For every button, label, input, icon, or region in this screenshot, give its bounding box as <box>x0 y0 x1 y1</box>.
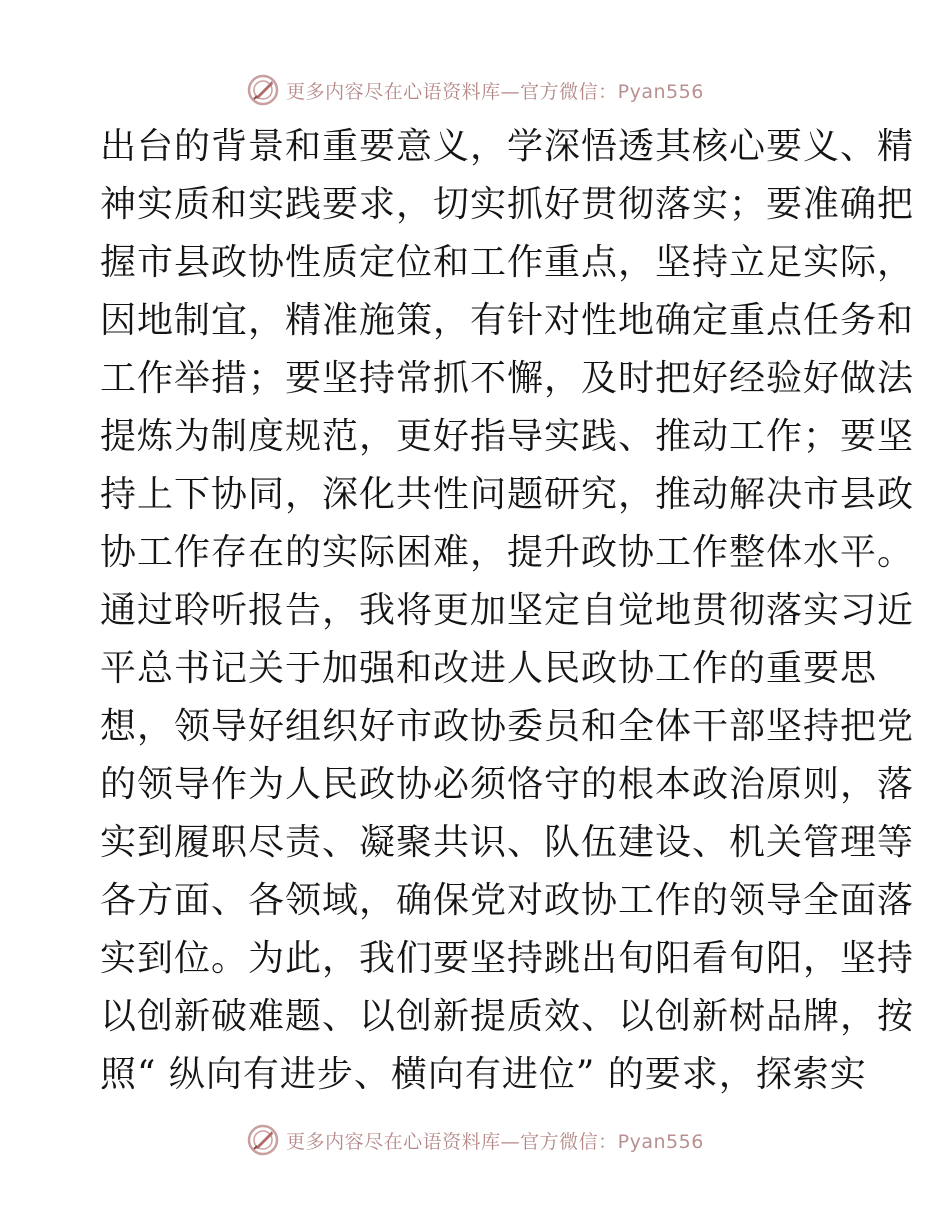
body-line: 持上下协同，深化共性问题研究，推动解决市县政 <box>100 474 915 515</box>
body-line: 因地制宜，精准施策，有针对性地确定重点任务和 <box>100 300 915 341</box>
header-watermark <box>0 70 950 110</box>
quill-stamp-icon <box>246 1123 280 1157</box>
footer-watermark <box>0 1120 950 1160</box>
body-line: 照“ 纵向有进步、横向有进位” 的要求，探索实 <box>100 1054 867 1095</box>
watermark-text: 更多内容尽在心语资料库—官方微信：Pyan556 <box>286 1130 704 1153</box>
body-line: 想，领导好组织好市政协委员和全体干部坚持把党 <box>100 706 915 747</box>
body-line: 出台的背景和重要意义，学深悟透其核心要义、精 <box>100 126 915 167</box>
body-line: 握市县政协性质定位和工作重点，坚持立足实际， <box>100 242 915 283</box>
body-line: 各方面、各领域，确保党对政协工作的领导全面落 <box>100 880 915 921</box>
document-body <box>100 118 915 1104</box>
body-line: 神实质和实践要求，切实抓好贯彻落实；要准确把 <box>100 184 915 225</box>
body-line: 实到位。为此，我们要坚持跳出旬阳看旬阳，坚持 <box>100 938 915 979</box>
body-line: 协工作存在的实际困难，提升政协工作整体水平。 <box>100 532 915 573</box>
body-line: 以创新破难题、以创新提质效、以创新树品牌，按 <box>100 996 915 1037</box>
body-line: 提炼为制度规范，更好指导实践、推动工作；要坚 <box>100 416 915 457</box>
body-line: 的领导作为人民政协必须恪守的根本政治原则，落 <box>100 764 915 805</box>
body-line: 实到履职尽责、凝聚共识、队伍建设、机关管理等 <box>100 822 915 863</box>
body-line: 工作举措；要坚持常抓不懈，及时把好经验好做法 <box>100 358 915 399</box>
body-line: 通过聆听报告，我将更加坚定自觉地贯彻落实习近 <box>100 590 915 631</box>
quill-stamp-icon <box>246 73 280 107</box>
body-line: 平总书记关于加强和改进人民政协工作的重要思 <box>100 648 878 689</box>
watermark-text: 更多内容尽在心语资料库—官方微信：Pyan556 <box>286 80 704 103</box>
